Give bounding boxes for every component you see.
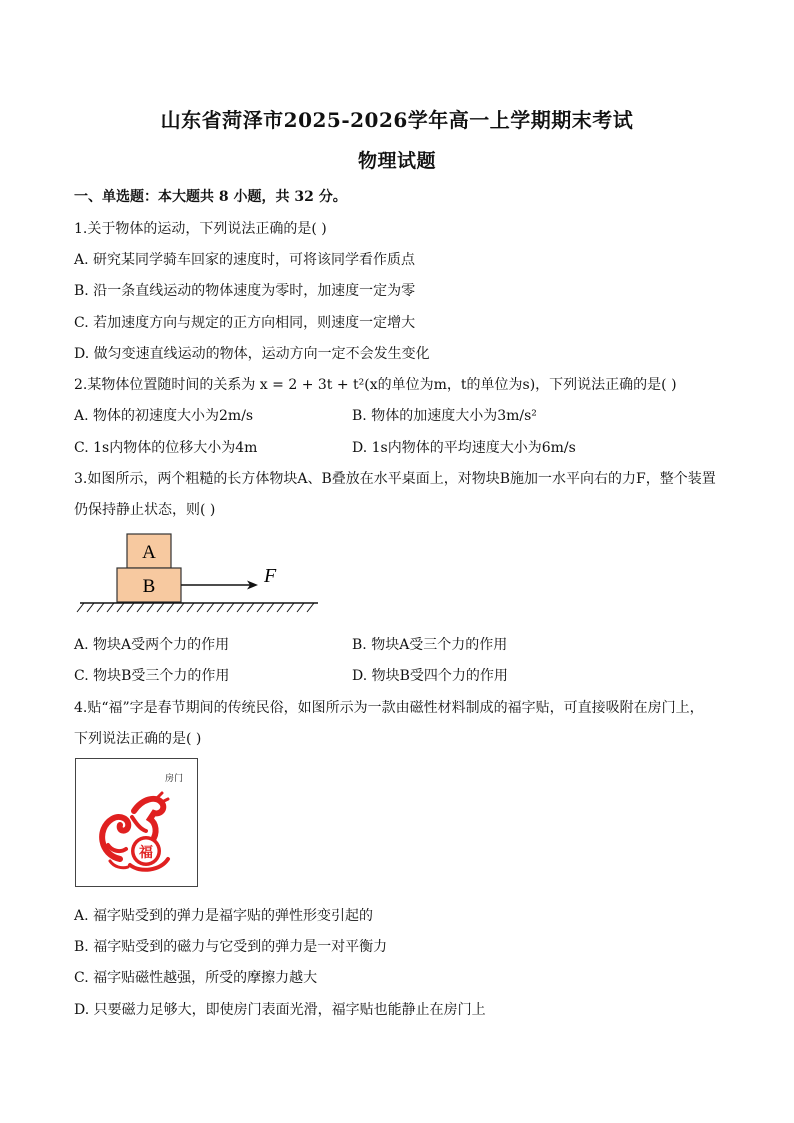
question-1-option-c: C. 若加速度方向与规定的正方向相同，则速度一定增大 xyxy=(74,315,416,331)
question-4-option-c: C. 福字贴磁性越强，所受的摩擦力越大 xyxy=(74,970,318,986)
section-heading: 一、单选题：本大题共 8 小题，共 32 分。 xyxy=(74,189,347,205)
question-1-option-d: D. 做匀变速直线运动的物体，运动方向一定不会发生变化 xyxy=(74,346,430,362)
question-4-stem-line-1: 4.贴“福”字是春节期间的传统民俗，如图所示为一款由磁性材料制成的福字贴，可直接吸附在房门上， xyxy=(74,700,704,716)
question-2-option-d: D. 1s内物体的平均速度大小为6m/s xyxy=(352,440,576,456)
question-3-option-a: A. 物块A受两个力的作用 xyxy=(74,637,230,653)
question-4-option-b: B. 福字贴受到的磁力与它受到的弹力是一对平衡力 xyxy=(74,939,388,955)
exam-subtitle: 物理试题 xyxy=(357,150,436,172)
question-1-stem: 1.关于物体的运动，下列说法正确的是( ) xyxy=(74,221,327,237)
question-3-stem-line-2: 仍保持静止状态，则( ) xyxy=(74,502,216,518)
block-b-label: B xyxy=(142,576,156,597)
question-4-option-a: A. 福字贴受到的弹力是福字贴的弹性形变引起的 xyxy=(74,908,374,924)
door-figure xyxy=(75,758,198,887)
question-3-stem-line-1: 3.如图所示，两个粗糙的长方体物块A、B叠放在水平桌面上，对物块B施加一水平向右的力F，整个装置 xyxy=(74,471,716,487)
fu-sticker-icon xyxy=(90,789,180,877)
fu-character: 福 xyxy=(139,845,153,861)
force-label: F xyxy=(264,565,277,587)
question-1-option-a: A. 研究某同学骑车回家的速度时，可将该同学看作质点 xyxy=(74,252,416,268)
question-3-option-b: B. 物块A受三个力的作用 xyxy=(352,637,508,653)
block-a-label: A xyxy=(142,542,156,563)
table-hatching xyxy=(77,603,314,612)
question-3-option-c: C. 物块B受三个力的作用 xyxy=(74,668,230,684)
question-2-stem: 2.某物体位置随时间的关系为 x = 2 + 3t + t²(x的单位为m，t的单位为s)，下列说法正确的是( ) xyxy=(74,377,677,393)
question-2-option-a: A. 物体的初速度大小为2m/s xyxy=(74,408,254,424)
blocks-figure xyxy=(74,528,324,618)
question-1-option-b: B. 沿一条直线运动的物体速度为零时，加速度一定为零 xyxy=(74,283,416,299)
door-label: 房门 xyxy=(164,774,183,784)
question-3-option-d: D. 物块B受四个力的作用 xyxy=(352,668,508,684)
exam-title: 山东省菏泽市2025-2026学年高一上学期期末考试 xyxy=(160,108,634,132)
question-2-option-c: C. 1s内物体的位移大小为4m xyxy=(74,440,258,456)
question-4-option-d: D. 只要磁力足够大，即使房门表面光滑，福字贴也能静止在房门上 xyxy=(74,1002,486,1018)
question-4-stem-line-2: 下列说法正确的是( ) xyxy=(74,731,202,747)
question-2-option-b: B. 物体的加速度大小为3m/s² xyxy=(352,408,537,424)
